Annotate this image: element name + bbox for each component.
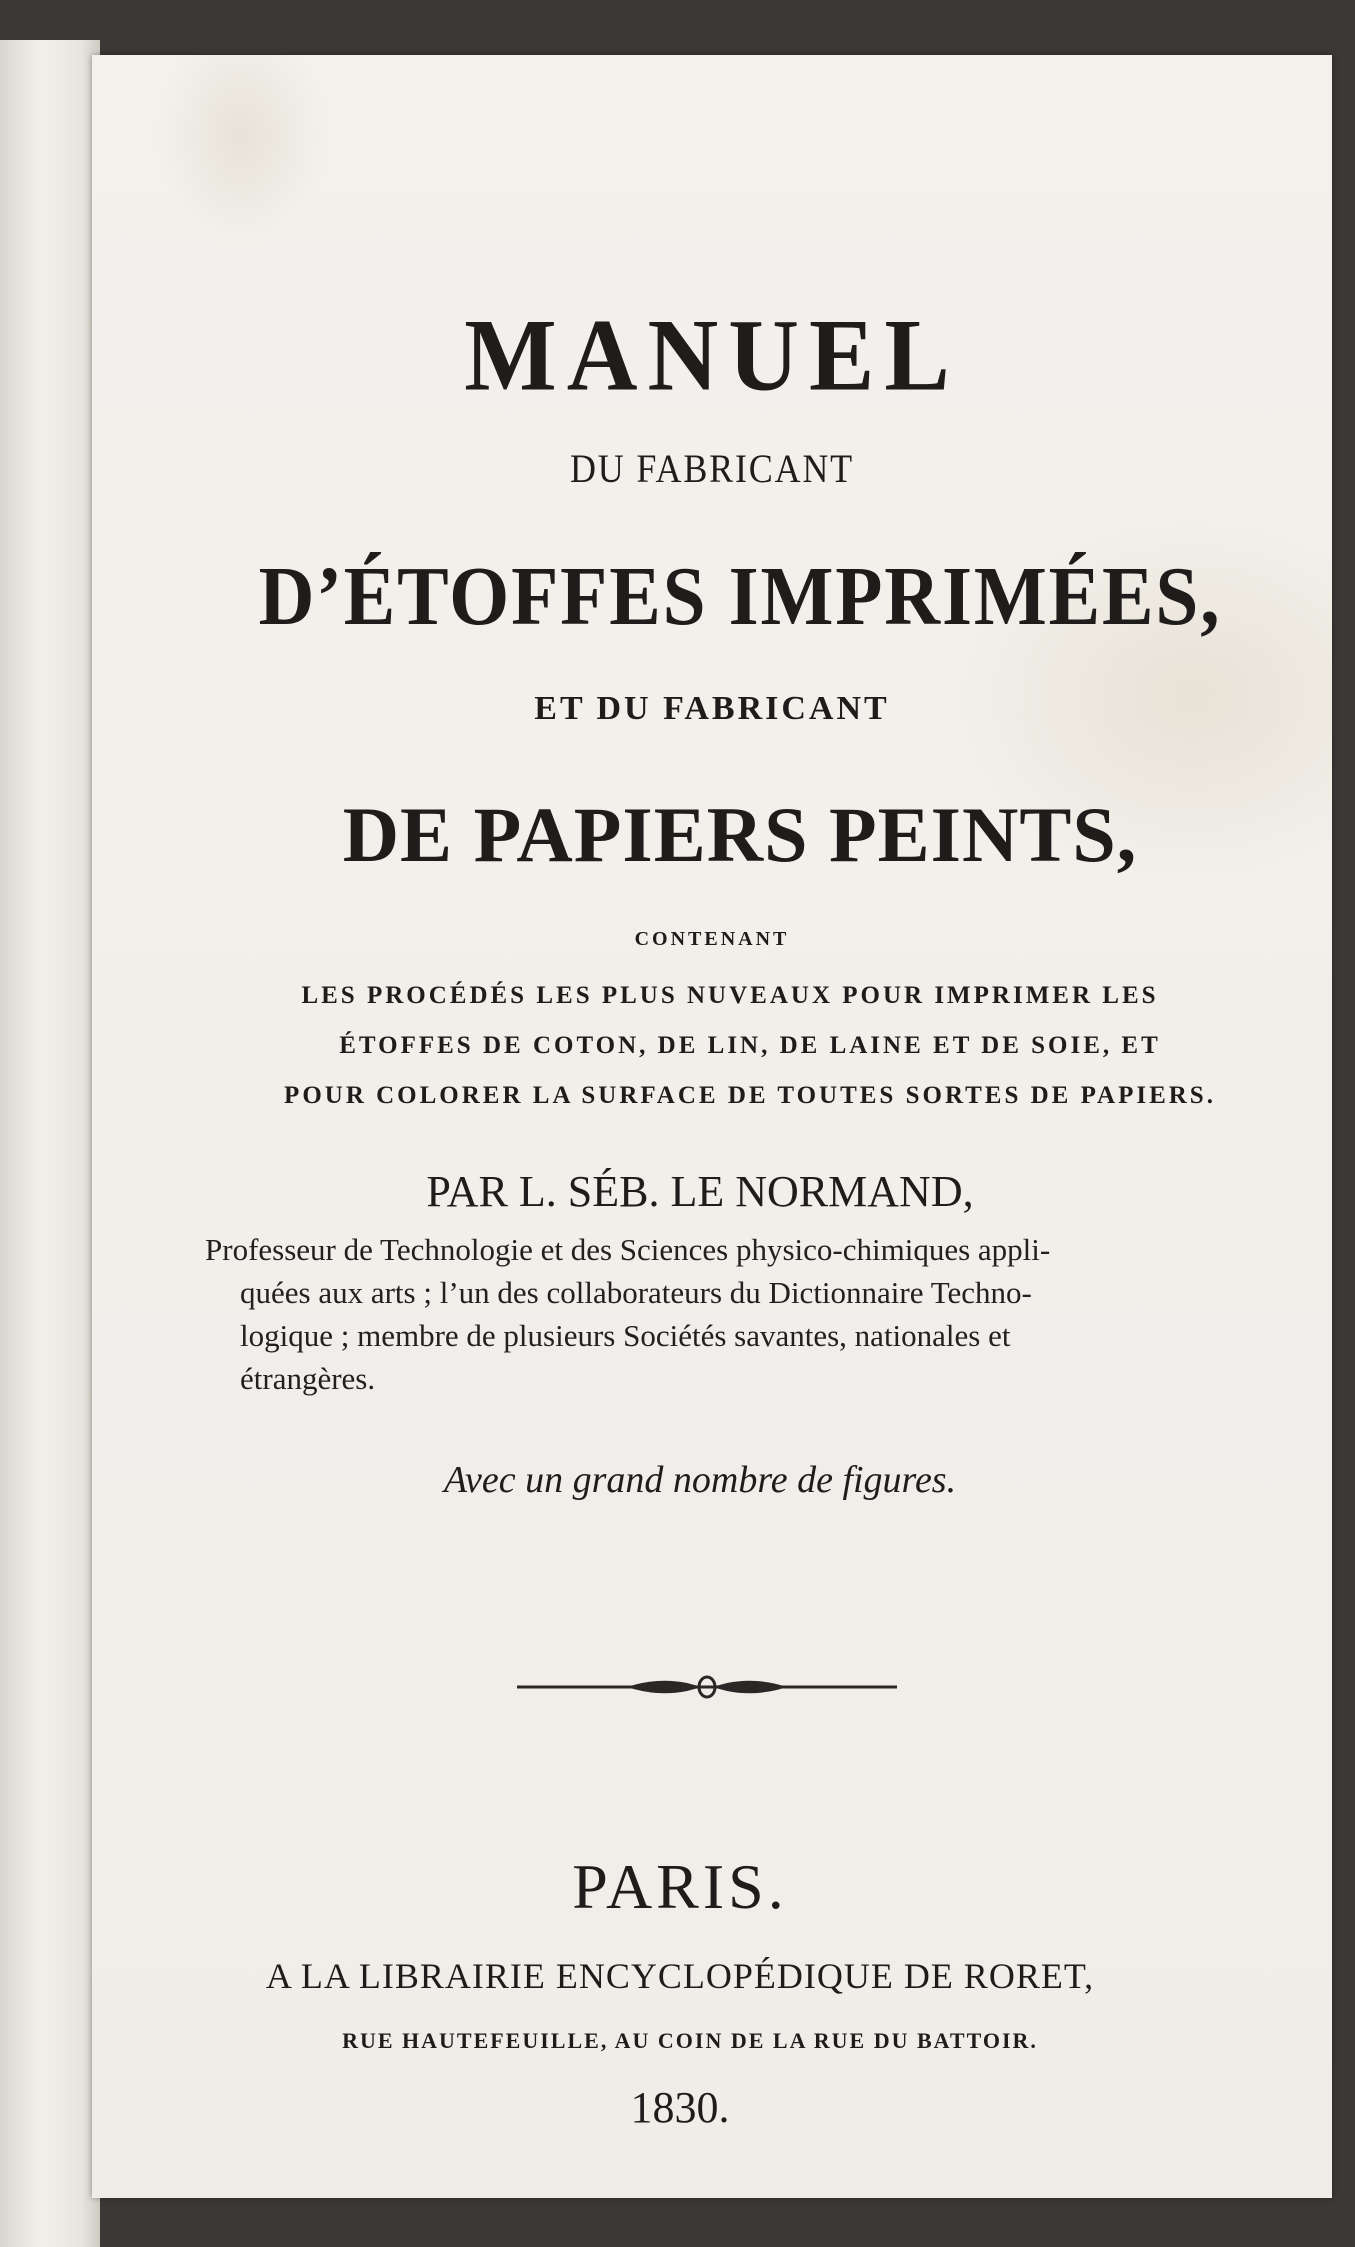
credentials-line: Professeur de Technologie et des Sciences physico-chimiques appli- [205,1232,1051,1267]
description-line: POUR COLORER LA SURFACE DE TOUTES SORTES DE PAPIERS. [284,1082,1216,1109]
publisher: A LA LIBRAIRIE ENCYCLOPÉDIQUE DE RORET, [265,1956,1095,1996]
author-credentials [205,1228,1235,1400]
subtitle-du-fabricant: DU FABRICANT [570,446,854,491]
publication-year: 1830. [630,2083,730,2132]
subtitle-et-du-fabricant: ET DU FABRICANT [534,690,890,727]
credentials-line: étrangères. [240,1361,376,1396]
credentials-line: logique ; membre de plusieurs Sociétés savantes, nationales et [240,1318,1011,1353]
ornamental-rule-icon [517,1672,897,1702]
main-title: MANUEL [464,299,960,413]
contenant-label: CONTENANT [634,928,790,950]
description-line: ÉTOFFES DE COTON, DE LIN, DE LAINE ET DE SOIE, ET [339,1032,1161,1059]
credentials-line: quées aux arts ; l’un des collaborateurs du Dictionnaire Techno- [240,1275,1032,1310]
subtitle-papiers-peints: DE PAPIERS PEINTS, [342,791,1138,878]
publisher-address: RUE HAUTEFEUILLE, AU COIN DE LA RUE DU BATTOIR. [342,2028,1038,2053]
description-line: LES PROCÉDÉS LES PLUS NUVEAUX POUR IMPRIMER LES [301,982,1159,1009]
illustration-note: Avec un grand nombre de figures. [443,1459,957,1501]
subtitle-etoffes-imprimees: D’ÉTOFFES IMPRIMÉES, [258,550,1222,643]
city: PARIS. [572,1851,788,1922]
author-line: PAR L. SÉB. LE NORMAND, [426,1167,974,1216]
